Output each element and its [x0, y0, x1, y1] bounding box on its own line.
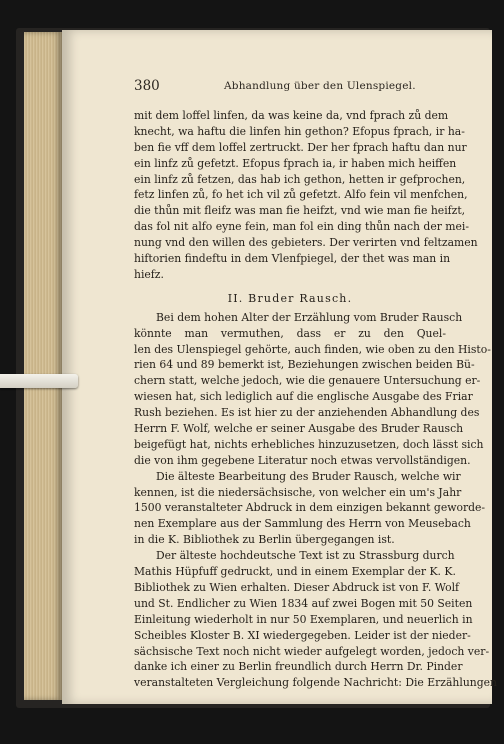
text-line: sächsische Text noch nicht wieder aufgelegt worden, jedoch ver-: [134, 644, 490, 658]
text-line: knecht, wa haftu die linfen hin gethon? Efopus fprach, ir ha-: [134, 124, 465, 138]
page-number: 380: [134, 78, 160, 94]
text-line: Bei dem hohen Alter der Erzählung vom Bruder Rausch: [156, 310, 463, 324]
text-line: wiesen hat, sich lediglich auf die englische Ausgabe des Friar: [134, 390, 473, 404]
text-line: mit dem loffel linfen, da was keine da, vnd fprach zů dem: [134, 109, 449, 122]
text-line: nung vnd den willen des gebieters. Der verirten vnd feltzamen: [134, 236, 478, 250]
text-line: beigefügt hat, nichts erhebliches hinzuzusetzen, doch lässt sich: [134, 437, 484, 451]
bookmark-tab: [0, 374, 78, 388]
text-line: Mathis Hüpfuff gedruckt, und in einem Exemplar der K. K.: [134, 565, 456, 579]
text-line: 1500 veranstalteter Abdruck in dem einzigen bekannt geworde-: [134, 501, 486, 515]
text-line: Der älteste hochdeutsche Text ist zu Strassburg durch: [156, 549, 455, 563]
text-line: danke ich einer zu Berlin freundlich durch Herrn Dr. Pinder: [134, 660, 463, 674]
text-line: hiefz.: [134, 267, 164, 281]
text-line: Die älteste Bearbeitung des Bruder Rausch, welche wir: [156, 469, 461, 483]
page-header: [134, 78, 450, 98]
page-edges: [24, 32, 62, 700]
text-line: kennen, ist die niedersächsische, von welcher ein um's Jahr: [134, 485, 462, 499]
text-line: die von ihm gegebene Literatur noch etwas vervollständigen.: [134, 453, 471, 467]
paragraph-3: [134, 469, 486, 548]
text-line: chern statt, welche jedoch, wie die genauere Untersuchung er-: [134, 374, 481, 388]
text-line: veranstalteten Vergleichung folgende Nachricht: Die Erzählungen: [134, 676, 497, 690]
text-line: und St. Endlicher zu Wien 1834 auf zwei Bogen mit 50 Seiten: [134, 596, 473, 610]
text-line: Bibliothek zu Wien erhalten. Dieser Abdruck ist von F. Wolf: [134, 580, 460, 594]
body-text: [134, 108, 497, 691]
text-line: len des Ulenspiegel gehörte, auch finden, wie oben zu den Histo-: [134, 342, 491, 356]
text-line: könnte man vermuthen, dass er zu den Quel-: [134, 326, 446, 340]
section-heading: II. Bruder Rausch.: [227, 291, 353, 305]
text-line: ben fie vff dem loffel zertruckt. Der her fprach haftu dan nur: [134, 140, 467, 154]
text-line: fetz linfen zů, fo het ich vil zů gefetzt. Alfo fein vil menfchen,: [134, 188, 468, 202]
running-head: Abhandlung über den Ulenspiegel.: [224, 80, 416, 92]
text-line: Einleitung wiederholt in nur 50 Exemplaren, und neuerlich in: [134, 612, 473, 626]
text-line: die thůn mit fleifz was man fie heifzt, vnd wie man fie heifzt,: [134, 204, 466, 218]
text-line: nen Exemplare aus der Sammlung des Herrn von Meusebach: [134, 517, 471, 531]
text-line: Rush beziehen. Es ist hier zu der anziehenden Abhandlung des: [134, 406, 480, 420]
text-line: rien 64 und 89 bemerkt ist, Beziehungen zwischen beiden Bü-: [134, 358, 475, 372]
text-line: in die K. Bibliothek zu Berlin übergegangen ist.: [134, 533, 395, 547]
text-line: hiftorien findeftu in dem Vlenfpiegel, der thet was man in: [134, 252, 451, 266]
text-line: ein linfz zů fetzen, das hab ich gethon, hetten ir gefprochen,: [134, 172, 466, 186]
text-line: ein linfz zů gefetzt. Efopus fprach ia, ir haben mich heiffen: [134, 156, 457, 170]
paragraph-1: [134, 108, 478, 283]
paragraph-4: [134, 548, 497, 691]
paragraph-2: [134, 310, 491, 469]
text-line: Scheibles Kloster B. XI wiedergegeben. Leider ist der nieder-: [134, 628, 471, 642]
text-line: das fol nit alfo eyne fein, man fol ein ding thůn nach der mei-: [134, 220, 470, 234]
text-line: Herrn F. Wolf, welche er seiner Ausgabe des Bruder Rausch: [134, 422, 464, 436]
